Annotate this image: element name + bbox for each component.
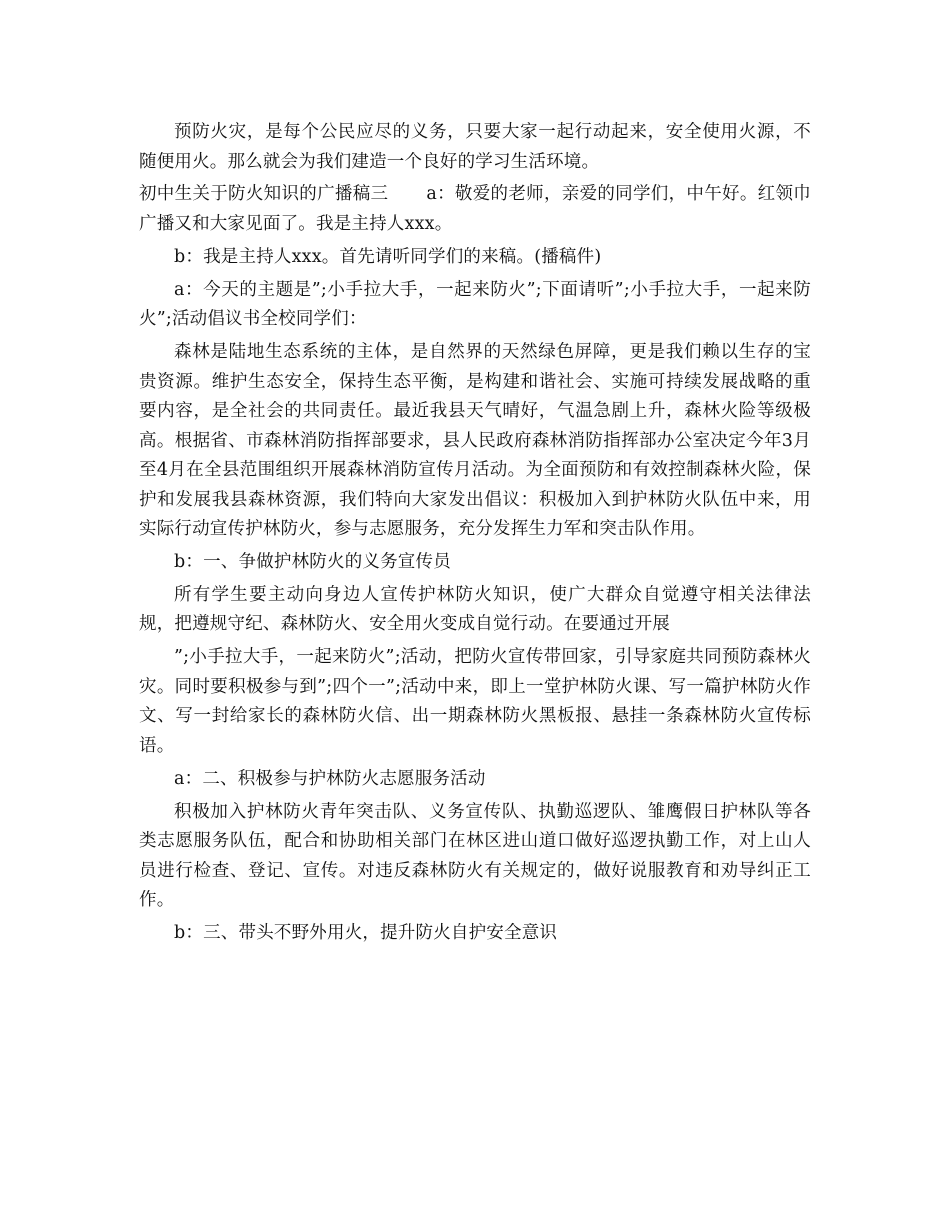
document-body — [139, 118, 811, 952]
paragraph-theme: a：今天的主题是”;小手拉大手，一起来防火”;下面请听”;小手拉大手，一起来防火”;活动倡议书全校同学们： — [139, 279, 811, 330]
host-a-greeting: a：敬爱的老师，亲爱的同学们，中午好。红领巾广播又和大家见面了。我是主持人xxx。 — [139, 184, 811, 234]
paragraph-publicity: 所有学生要主动向身边人宣传护林防火知识，使广大群众自觉遵守相关法律法规，把遵规守纪、森林防火、安全用火变成自觉行动。在要通过开展 — [139, 584, 811, 635]
paragraph-forest-initiative: 森林是陆地生态系统的主体，是自然界的天然绿色屏障，更是我们赖以生存的宝贵资源。维护生态安全，保持生态平衡，是构建和谐社会、实施可持续发展战略的重要内容，是全社会的共同责任。最近我县天气晴好，气温急剧上升，森林火险等级极高。根据省、市森林消防指挥部要求，县人民政府森林消防指挥部办公室决定今年3月至4月在全县范围组织开展森林消防宣传月活动。为全面预防和有效控制森林火险，保护和发展我县森林资源，我们特向大家发出倡议：积极加入到护林防火队伍中来，用实际行动宣传护林防火，参与志愿服务，充分发挥生力军和突击队作用。 — [139, 342, 811, 540]
broadcast-title: 初中生关于防火知识的广播稿三 — [139, 184, 389, 205]
paragraph-volunteer: 积极加入护林防火青年突击队、义务宣传队、执勤巡逻队、雏鹰假日护林队等各类志愿服务队伍，配合和协助相关部门在林区进山道口做好巡逻执勤工作，对上山人员进行检查、登记、宣传。对违反森林防火有关规定的，做好说服教育和劝导纠正工作。 — [139, 801, 811, 911]
section-heading-two: a：二、积极参与护林防火志愿服务活动 — [174, 768, 486, 789]
paragraph-host-b-intro: b：我是主持人xxx。首先请听同学们的来稿。(播稿件) — [174, 246, 602, 267]
paragraph-activities: ”;小手拉大手，一起来防火”;活动，把防火宣传带回家，引导家庭共同预防森林火灾。同时要积极参与到”;四个一”;活动中来，即上一堂护林防火课、写一篇护林防火作文、写一封给家长的森林防火信、出一期森林防火黑板报、悬挂一条森林防火宣传标语。 — [139, 647, 811, 756]
paragraph-fire-prevention-duty: 预防火灾，是每个公民应尽的义务，只要大家一起行动起来，安全使用火源，不随便用火。那么就会为我们建造一个良好的学习生活环境。 — [139, 122, 811, 172]
section-heading-three: b：三、带头不野外用火，提升防火自护安全意识 — [174, 922, 558, 943]
section-heading-one: b：一、争做护林防火的义务宣传员 — [174, 551, 451, 572]
paragraph-broadcast-intro — [139, 180, 811, 239]
